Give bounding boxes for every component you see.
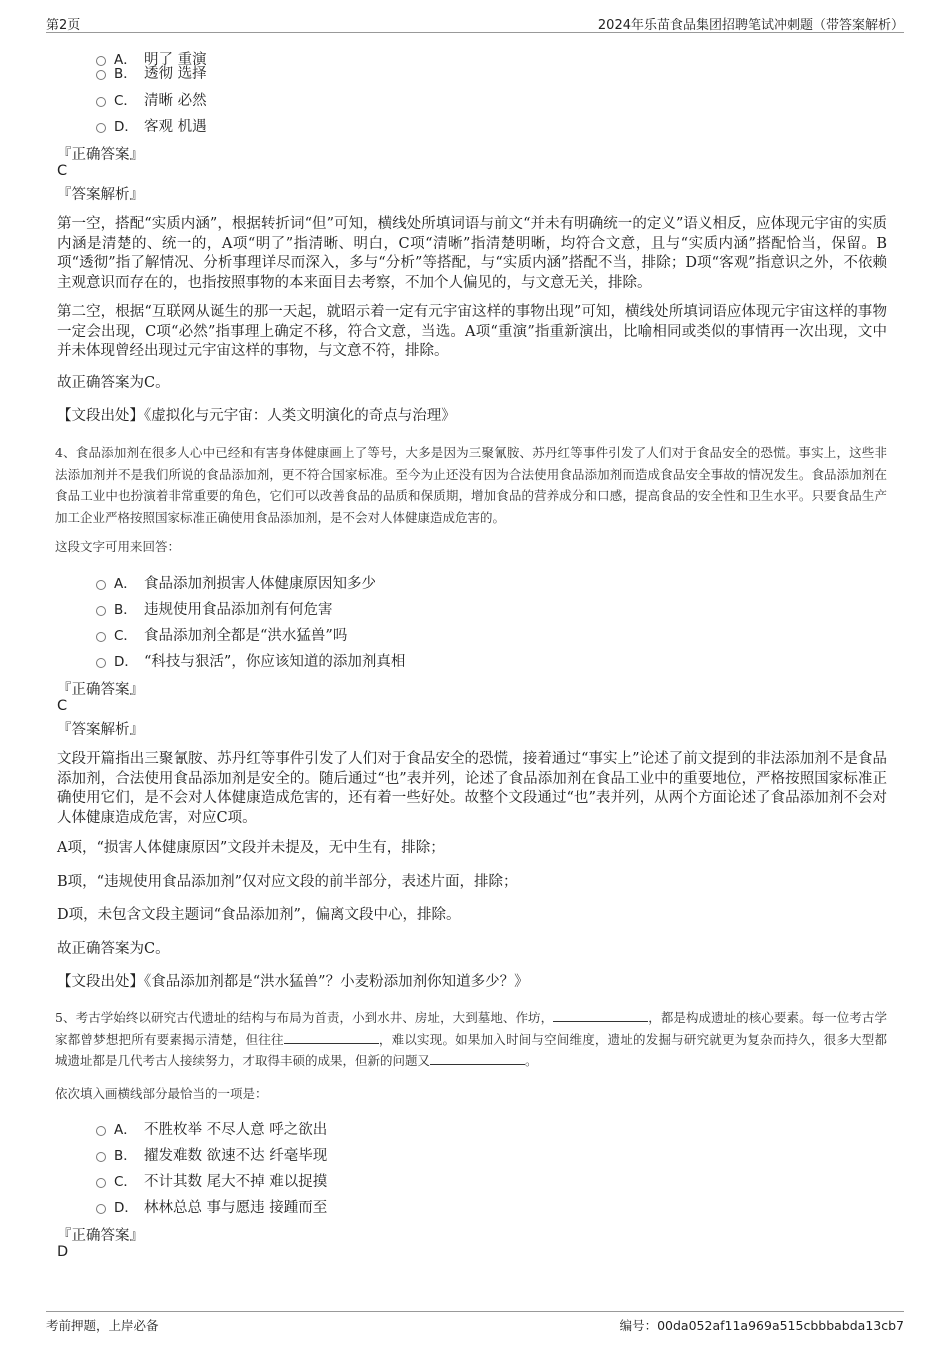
radio-icon[interactable] — [96, 1152, 106, 1162]
analysis-paragraph: 文段开篇指出三聚氰胺、苏丹红等事件引发了人们对于食品安全的恐慌，接着通过“事实上”论述了前文提到的非法添加剂不是食品添加剂，合法使用食品添加剂是安全的。随后通过“也”表并列，论述了食品添加剂在食品工业中的重要地位，严格按照国家标准正确使用它们，是不会对人体健康造成危害的，还有着一些好处。故整个文段通过“也”表并列，从两个方面论述了食品添加剂不会对人体健康造成危害，对应C项。 — [57, 751, 887, 826]
option-d[interactable]: D． 客观 机遇 — [96, 115, 207, 135]
question-prompt: 这段文字可用来回答： — [55, 539, 181, 554]
analysis-label: 『答案解析』 — [57, 187, 144, 203]
source-citation: 【文段出处】《食品添加剂都是“洪水猛兽”？小麦粉添加剂你知道多少？》 — [57, 974, 529, 990]
radio-icon[interactable] — [96, 658, 106, 668]
question-stem: 4、食品添加剂在很多人心中已经和有害身体健康画上了等号，大多是因为三聚氰胺、苏丹红等事件引发了人们对于食品安全的恐慌。事实上，这些非法添加剂并不是我们所说的食品添加剂，更不符合国家标准。至今为止还没有因为合法使用食品添加剂而造成食品安全事故的情况发生。食品添加剂在食品工业中也扮演着非常重要的角色，它们可以改善食品的品质和保质期，增加食品的营养成分和口感，提高食品的安全性和卫生水平。只要食品生产加工企业严格按照国家标准正确使用食品添加剂，是不会对人体健康造成危害的。 — [55, 445, 887, 525]
option-a[interactable]: A． 食品添加剂损害人体健康原因知多少 — [96, 572, 376, 592]
option-b[interactable]: B． 擢发难数 欲速不达 纤毫毕现 — [96, 1144, 327, 1164]
radio-icon[interactable] — [96, 97, 106, 107]
question-stem: 5、考古学始终以研究古代遗址的结构与布局为首责，小到水井、房址，大到墓地、作坊， ，都是构成遗址的核心要素。每一位考古学家都曾梦想把所有要素揭示清楚，但往往 ，难以实现。如果加入时间与空间维度，遗址的发掘与研究就更为复杂而持久，很多大型都城遗址都是几代考古人接续努力，才取得丰硕的成果，但新的问题又 。 — [55, 1010, 887, 1068]
question-prompt: 依次填入画横线部分最恰当的一项是： — [55, 1086, 268, 1101]
answer-label: 『正确答案』 — [57, 1228, 144, 1244]
conclusion: 故正确答案为C。 — [57, 941, 170, 957]
answer-value: C — [57, 163, 68, 179]
radio-icon[interactable] — [96, 123, 106, 133]
option-a[interactable]: A． 不胜枚举 不尽人意 呼之欲出 — [96, 1118, 327, 1138]
answer-label: 『正确答案』 — [57, 682, 144, 698]
analysis-paragraph: A项，“损害人体健康原因”文段并未提及，无中生有，排除； — [57, 840, 445, 856]
page-header — [46, 12, 904, 33]
radio-icon[interactable] — [96, 606, 106, 616]
fill-blank — [553, 1009, 648, 1022]
option-c[interactable]: C． 清晰 必然 — [96, 89, 207, 109]
answer-value: D — [57, 1244, 69, 1260]
analysis-label: 『答案解析』 — [57, 722, 144, 738]
page-footer — [46, 1311, 904, 1334]
answer-label: 『正确答案』 — [57, 147, 144, 163]
document-title: 2024年乐苗食品集团招聘笔试冲刺题（带答案解析） — [597, 18, 904, 33]
option-c[interactable]: C． 不计其数 尾大不掉 难以捉摸 — [96, 1170, 327, 1190]
analysis-paragraph: B项，“违规使用食品添加剂”仅对应文段的前半部分，表述片面，排除； — [57, 874, 518, 890]
radio-icon[interactable] — [96, 1178, 106, 1188]
answer-value: C — [57, 698, 68, 714]
radio-icon[interactable] — [96, 1126, 106, 1136]
option-b[interactable]: B． 透彻 选择 — [96, 62, 207, 82]
document-id: 编号：00da052af11a969a515cbbbabda13cb7 — [619, 1318, 904, 1333]
option-b[interactable]: B． 违规使用食品添加剂有何危害 — [96, 598, 333, 618]
fill-blank — [430, 1052, 525, 1065]
footer-slogan: 考前押题，上岸必备 — [46, 1318, 159, 1333]
option-c[interactable]: C． 食品添加剂全都是“洪水猛兽”吗 — [96, 624, 347, 644]
analysis-paragraph: D项，未包含文段主题词“食品添加剂”，偏离文段中心，排除。 — [57, 907, 461, 923]
fill-blank — [284, 1031, 379, 1044]
option-d[interactable]: D． “科技与狠活”，你应该知道的添加剂真相 — [96, 650, 405, 670]
radio-icon[interactable] — [96, 580, 106, 590]
radio-icon[interactable] — [96, 1204, 106, 1214]
page-number: 第2页 — [46, 18, 81, 33]
option-d[interactable]: D． 林林总总 事与愿违 接踵而至 — [96, 1196, 327, 1216]
source-citation: 【文段出处】《虚拟化与元宇宙：人类文明演化的奇点与治理》 — [57, 408, 456, 424]
option-a[interactable]: A． 明了 重演 — [96, 48, 207, 68]
radio-icon[interactable] — [96, 632, 106, 642]
analysis-paragraph: 第一空，搭配“实质内涵”，根据转折词“但”可知，横线处所填词语与前文“并未有明确统一的定义”语义相反，应体现元宇宙的实质内涵是清楚的、统一的，A项“明了”指清晰、明白，C项“清晰”指清楚明晰，均符合文意，且与“实质内涵”搭配恰当，保留。B项“透彻”指了解情况、分析事理详尽而深入，多与“分析”等搭配，与“实质内涵”搭配不当，排除；D项“客观”指意识之外，不依赖主观意识而存在的，也指按照事物的本来面目去考察，不加个人偏见的，与文意无关，排除。 — [57, 216, 887, 291]
radio-icon[interactable] — [96, 70, 106, 80]
conclusion: 故正确答案为C。 — [57, 375, 170, 391]
analysis-paragraph: 第二空，根据“互联网从诞生的那一天起，就昭示着一定有元宇宙这样的事物出现”可知，横线处所填词语应体现元宇宙这样的事物一定会出现，C项“必然”指事理上确定不移，符合文意，当选。A项“重演”指重新演出，比喻相同或类似的事情再一次出现，文中并未体现曾经出现过元宇宙这样的事物，与文意不符，排除。 — [57, 304, 887, 359]
